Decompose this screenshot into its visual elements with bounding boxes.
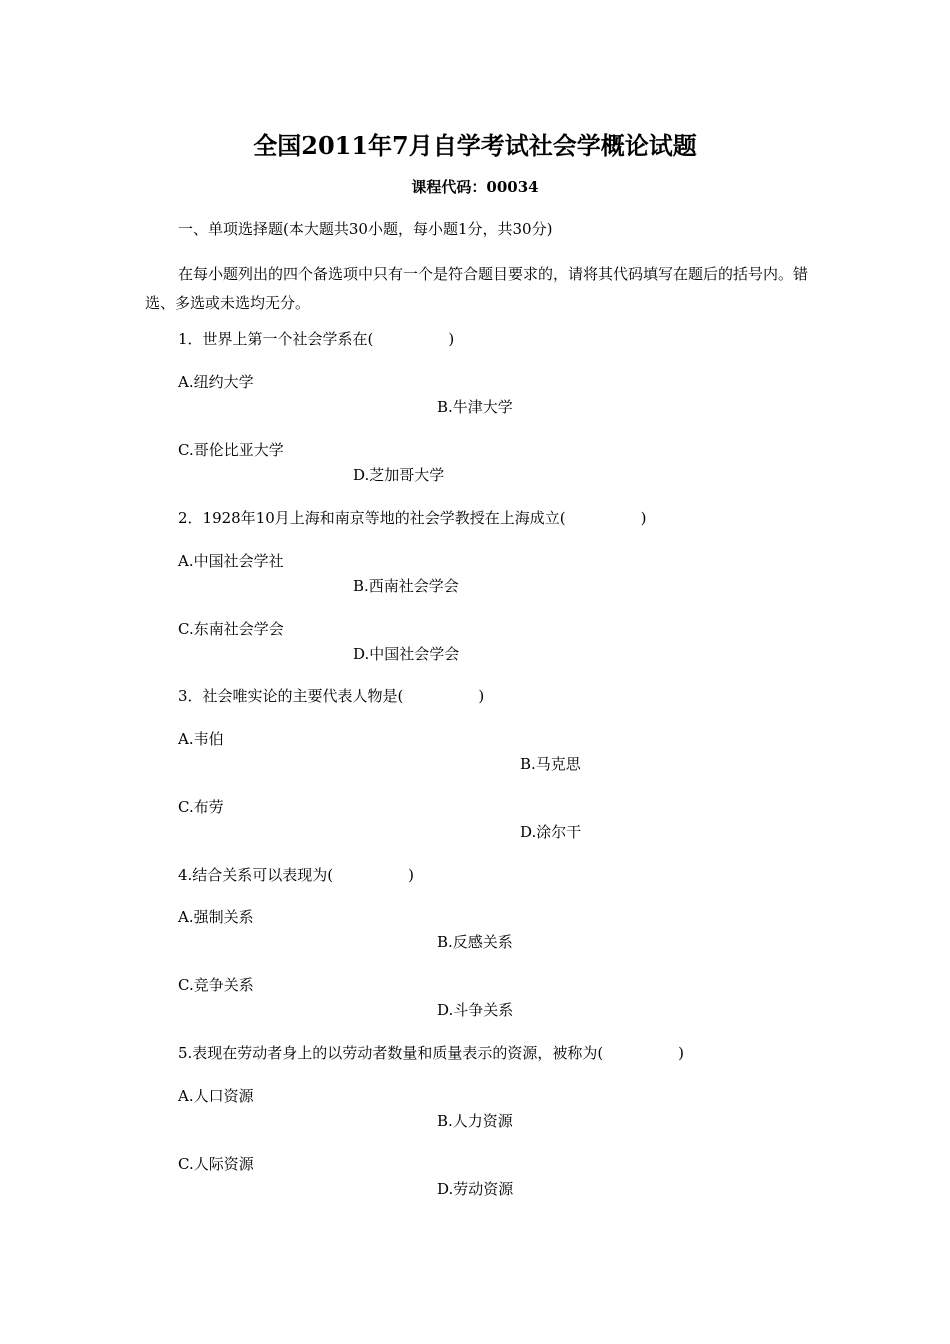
question-stem: 4.结合关系可以表现为( ) [178,866,415,884]
option-b: B.反感关系 [437,933,513,951]
option-b: B.马克思 [520,755,581,773]
option-d: D.中国社会学会 [353,645,460,663]
option-a: A.中国社会学社 [178,552,284,570]
option-b: B.牛津大学 [437,398,513,416]
option-d: D.芝加哥大学 [353,466,445,484]
page-title: 全国2011年7月自学考试社会学概论试题 [253,131,697,160]
course-code: 课程代码：00034 [411,178,539,196]
option-b: B.西南社会学会 [353,577,459,595]
question-stem: 2．1928年10月上海和南京等地的社会学教授在上海成立( ) [178,509,647,527]
option-a: A.人口资源 [178,1087,254,1105]
question-stem: 1．世界上第一个社会学系在( ) [178,330,455,348]
option-a: A.强制关系 [178,908,254,926]
option-c: C.竞争关系 [178,976,254,994]
question-stem: 3．社会唯实论的主要代表人物是( ) [178,687,485,705]
option-c: C.东南社会学会 [178,620,284,638]
question-stem: 5.表现在劳动者身上的以劳动者数量和质量表示的资源，被称为( ) [178,1044,685,1062]
option-d: D.劳动资源 [437,1180,514,1198]
option-d: D.涂尔干 [520,823,582,841]
option-c: C.人际资源 [178,1155,254,1173]
option-a: A.韦伯 [178,730,224,748]
instructions-paragraph: 在每小题列出的四个备选项中只有一个是符合题目要求的，请将其代码填写在题后的括号内。错选、多选或未选均无分。 [145,265,809,312]
option-d: D.斗争关系 [437,1001,514,1019]
option-c: C.哥伦比亚大学 [178,441,284,459]
option-c: C.布劳 [178,798,224,816]
option-b: B.人力资源 [437,1112,513,1130]
option-a: A.纽约大学 [178,373,254,391]
section-heading: 一、单项选择题(本大题共30小题，每小题1分，共30分) [178,220,553,238]
